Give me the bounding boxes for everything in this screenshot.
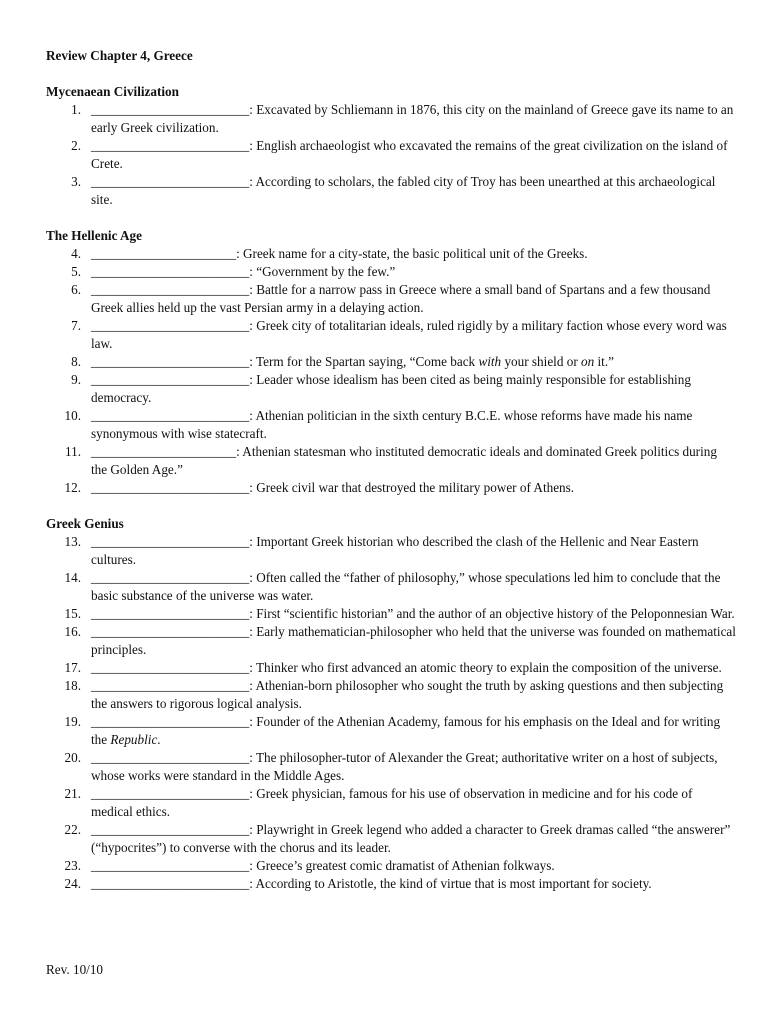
question-text: : English archaeologist who excavated the remains of the great civilization on the island of Crete. [91, 138, 728, 171]
question-item [46, 713, 736, 749]
question-text: : Greek physician, famous for his use of observation in medicine and for his code of medical ethics. [91, 786, 693, 819]
question-number: 3. [71, 174, 81, 189]
answer-blank[interactable]: ________________________ [91, 534, 250, 549]
question-list [46, 245, 736, 497]
question-number: 9. [71, 372, 81, 387]
question-number: 12. [64, 480, 81, 495]
question-text: : Thinker who first advanced an atomic theory to explain the composition of the universe. [249, 660, 722, 675]
answer-blank[interactable]: ________________________ [91, 786, 250, 801]
question-text: : According to Aristotle, the kind of virtue that is most important for society. [249, 876, 652, 891]
question-text: it.” [594, 354, 614, 369]
answer-blank[interactable]: ________________________ [91, 138, 250, 153]
question-text: : Greece’s greatest comic dramatist of Athenian folkways. [249, 858, 555, 873]
question-text: your shield or [501, 354, 582, 369]
answer-blank[interactable]: ________________________ [91, 264, 250, 279]
question-list [46, 533, 736, 893]
question-text: . [157, 732, 161, 747]
question-text: : Often called the “father of philosophy,” whose speculations led him to conclude that the basic substance of the universe was water. [91, 570, 721, 603]
question-item [46, 785, 736, 821]
question-number: 24. [64, 876, 81, 891]
question-number: 22. [64, 822, 81, 837]
answer-blank[interactable]: ________________________ [91, 102, 250, 117]
question-number: 10. [64, 408, 81, 423]
answer-blank[interactable]: ________________________ [91, 282, 250, 297]
question-text: : Greek civil war that destroyed the military power of Athens. [249, 480, 575, 495]
question-item [46, 245, 736, 263]
question-number: 15. [64, 606, 81, 621]
question-item [46, 407, 736, 443]
question-text: : Athenian politician in the sixth century B.C.E. whose reforms have made his name synonymous with wise statecraft. [91, 408, 693, 441]
question-item [46, 821, 736, 857]
question-number: 13. [64, 534, 81, 549]
answer-blank[interactable]: ________________________ [91, 372, 250, 387]
question-number: 6. [71, 282, 81, 297]
question-item [46, 353, 736, 371]
question-number: 20. [64, 750, 81, 765]
question-item [46, 659, 736, 677]
question-item [46, 263, 736, 281]
question-number: 18. [64, 678, 81, 693]
question-item [46, 317, 736, 353]
question-number: 8. [71, 354, 81, 369]
question-text: : “Government by the few.” [249, 264, 396, 279]
question-text: : Playwright in Greek legend who added a character to Greek dramas called “the answerer” (“hypocrites”) to converse with the chorus and its leader. [91, 822, 731, 855]
question-text: : Leader whose idealism has been cited as being mainly responsible for establishing democracy. [91, 372, 691, 405]
question-text: : Greek city of totalitarian ideals, ruled rigidly by a military faction whose every word was law. [91, 318, 727, 351]
question-number: 23. [64, 858, 81, 873]
answer-blank[interactable]: ________________________ [91, 822, 250, 837]
question-text: : Athenian-born philosopher who sought the truth by asking questions and then subjecting the answers to rigorous logical analysis. [91, 678, 724, 711]
section-title: Greek Genius [46, 516, 124, 531]
section-title: Mycenaean Civilization [46, 84, 179, 99]
question-item [46, 281, 736, 317]
question-number: 2. [71, 138, 81, 153]
question-number: 4. [71, 246, 81, 261]
sections [46, 83, 736, 893]
section [46, 227, 736, 497]
answer-blank[interactable]: ________________________ [91, 606, 250, 621]
question-text: : First “scientific historian” and the author of an objective history of the Peloponnesian War. [249, 606, 735, 621]
question-text: : Battle for a narrow pass in Greece where a small band of Spartans and a few thousand Greek allies held up the vast Persian army in a delaying action. [91, 282, 711, 315]
question-item [46, 623, 736, 659]
question-text: : The philosopher-tutor of Alexander the Great; authoritative writer on a host of subjects, whose works were standard in the Middle Ages. [91, 750, 718, 783]
question-item [46, 533, 736, 569]
question-item [46, 371, 736, 407]
page-title: Review Chapter 4, Greece [46, 48, 193, 63]
answer-blank[interactable]: ________________________ [91, 858, 250, 873]
question-list [46, 101, 736, 209]
question-item [46, 875, 736, 893]
answer-blank[interactable]: ________________________ [91, 624, 250, 639]
question-item [46, 605, 736, 623]
answer-blank[interactable]: ________________________ [91, 570, 250, 585]
question-item [46, 101, 736, 137]
emphasis-text: with [478, 354, 502, 369]
section [46, 515, 736, 893]
question-number: 11. [65, 444, 81, 459]
question-text: : Term for the Spartan saying, “Come back [249, 354, 479, 369]
question-item [46, 857, 736, 875]
answer-blank[interactable]: ________________________ [91, 354, 250, 369]
question-text: : Greek name for a city-state, the basic political unit of the Greeks. [236, 246, 588, 261]
question-number: 16. [64, 624, 81, 639]
question-item [46, 677, 736, 713]
question-number: 17. [64, 660, 81, 675]
question-text: : Athenian statesman who instituted democratic ideals and dominated Greek politics during the Golden Age.” [91, 444, 717, 477]
question-item [46, 479, 736, 497]
question-item [46, 749, 736, 785]
section-title: The Hellenic Age [46, 228, 142, 243]
question-number: 21. [64, 786, 81, 801]
answer-blank[interactable]: ________________________ [91, 660, 250, 675]
question-number: 5. [71, 264, 81, 279]
answer-blank[interactable]: ________________________ [91, 480, 250, 495]
answer-blank[interactable]: ________________________ [91, 174, 250, 189]
question-item [46, 137, 736, 173]
answer-blank[interactable]: ________________________ [91, 408, 250, 423]
answer-blank[interactable]: ________________________ [91, 876, 250, 891]
emphasis-text: Republic [110, 732, 158, 747]
emphasis-text: on [581, 354, 595, 369]
question-item [46, 173, 736, 209]
question-item [46, 569, 736, 605]
answer-blank[interactable]: ______________________ [91, 246, 237, 261]
answer-blank[interactable]: ________________________ [91, 678, 250, 693]
question-number: 7. [71, 318, 81, 333]
answer-blank[interactable]: ________________________ [91, 318, 250, 333]
question-text: : Early mathematician-philosopher who held that the universe was founded on mathematical principles. [91, 624, 736, 657]
question-number: 19. [64, 714, 81, 729]
worksheet [46, 47, 736, 893]
question-number: 14. [64, 570, 81, 585]
question-number: 1. [71, 102, 81, 117]
question-text: : Founder of the Athenian Academy, famous for his emphasis on the Ideal and for writing the [91, 714, 721, 747]
answer-blank[interactable]: ______________________ [91, 444, 237, 459]
question-text: : Excavated by Schliemann in 1876, this city on the mainland of Greece gave its name to an early Greek civilization. [91, 102, 734, 135]
answer-blank[interactable]: ________________________ [91, 714, 250, 729]
question-text: : According to scholars, the fabled city of Troy has been unearthed at this archaeological site. [91, 174, 716, 207]
question-item [46, 443, 736, 479]
revision-note: Rev. 10/10 [46, 962, 104, 977]
answer-blank[interactable]: ________________________ [91, 750, 250, 765]
question-text: : Important Greek historian who described the clash of the Hellenic and Near Eastern cultures. [91, 534, 699, 567]
section [46, 83, 736, 209]
